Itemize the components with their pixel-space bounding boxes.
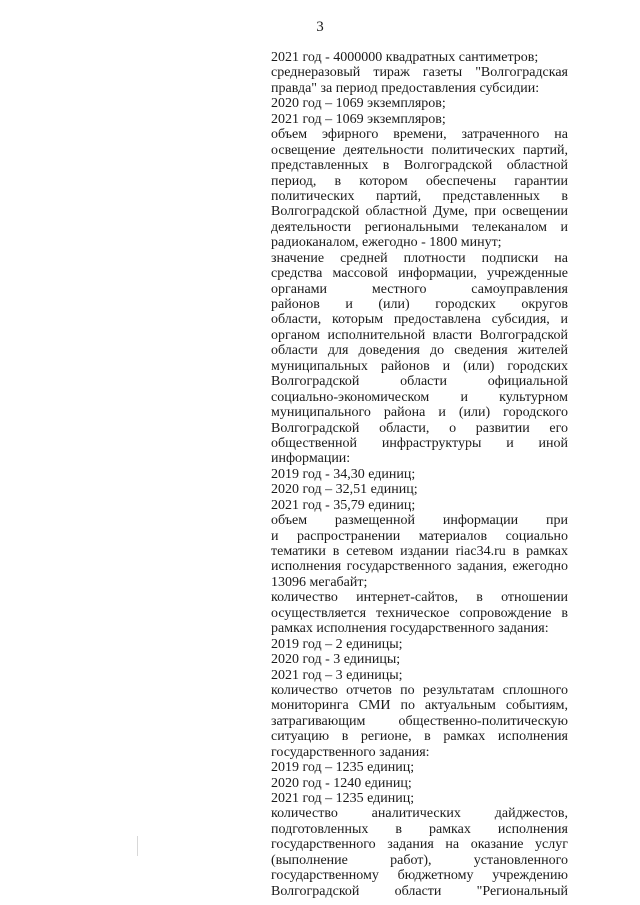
text-line: значение средней плотности подписки на bbox=[271, 250, 568, 266]
text-line: 13096 мегабайт; bbox=[271, 574, 368, 590]
text-line: государственного задания: bbox=[271, 744, 430, 760]
text-line: Волгоградской области официальной bbox=[271, 374, 568, 390]
text-line: количество аналитических дайджестов, bbox=[271, 806, 568, 822]
text-line: социально-экономическом и культурном bbox=[271, 389, 568, 405]
text-line: 2019 год - 34,30 единиц; bbox=[271, 466, 416, 482]
text-line: мониторинга СМИ по актуальным событиям, bbox=[271, 698, 568, 714]
text-line: рамках исполнения государственного задания: bbox=[271, 621, 549, 637]
document-text-column bbox=[271, 50, 568, 899]
text-line: 2021 год – 1069 экземпляров; bbox=[271, 111, 446, 127]
text-line: затрагивающим общественно-политическую bbox=[271, 713, 568, 729]
text-line: количество интернет-сайтов, в отношении bbox=[271, 590, 568, 606]
text-line: 2021 год – 1235 единиц; bbox=[271, 791, 415, 806]
text-line: муниципальных районов и (или) городских bbox=[271, 358, 568, 374]
text-line: области для доведения до сведения жителей bbox=[271, 343, 568, 359]
text-line: период, в котором обеспечены гарантии bbox=[271, 173, 568, 189]
text-line: правда" за период предоставления субсидии: bbox=[271, 80, 540, 96]
text-line: 2021 год – 3 единицы; bbox=[271, 667, 403, 683]
text-line: Волгоградской области, о развитии его bbox=[271, 420, 568, 436]
text-line: исполнения государственного задания, ежегодно bbox=[271, 559, 568, 575]
text-line: ситуацию в регионе, в рамках исполнения bbox=[271, 729, 568, 745]
text-line: 2021 год - 35,79 единиц; bbox=[271, 497, 416, 513]
text-line: муниципального района и (или) городского bbox=[271, 405, 568, 421]
text-line: (выполнение работ), установленного bbox=[271, 852, 568, 868]
text-line: органами местного самоуправления bbox=[271, 281, 568, 297]
text-line: 2021 год - 4000000 квадратных сантиметров; bbox=[271, 50, 539, 65]
text-line: 2020 год – 1069 экземпляров; bbox=[271, 96, 446, 112]
text-line: количество отчетов по результатам сплошного bbox=[271, 682, 568, 698]
text-line: Волгоградской областной Думе, при освещении bbox=[271, 204, 568, 220]
text-line: среднеразовый тираж газеты "Волгоградская bbox=[271, 65, 568, 81]
text-line: политических партий, представленных в bbox=[271, 188, 568, 204]
text-line: и распространении материалов социально bbox=[271, 528, 568, 544]
text-line: Волгоградской области "Региональный bbox=[271, 883, 568, 899]
text-line: 2020 год - 3 единицы; bbox=[271, 652, 401, 668]
text-line: 2020 год – 32,51 единиц; bbox=[271, 482, 418, 498]
text-line: объем эфирного времени, затраченного на bbox=[271, 127, 568, 143]
text-line: объем размещенной информации при bbox=[271, 513, 568, 529]
text-line: районов и (или) городских округов bbox=[271, 297, 568, 312]
text-line: органом исполнительной власти Волгоградской bbox=[271, 327, 568, 343]
text-line: тематики в сетевом издании riac34.ru в рамках bbox=[271, 544, 568, 559]
text-line: осуществляется техническое сопровождение в bbox=[271, 605, 568, 621]
text-line: подготовленных в рамках исполнения bbox=[271, 821, 568, 837]
text-line: радиоканалом, ежегодно - 1800 минут; bbox=[271, 235, 502, 251]
text-line: деятельности региональными телеканалом и bbox=[271, 219, 568, 235]
text-line: средства массовой информации, учрежденные bbox=[271, 266, 568, 282]
text-line: 2019 год – 1235 единиц; bbox=[271, 760, 415, 776]
text-line: 2020 год - 1240 единиц; bbox=[271, 775, 412, 791]
scan-margin-mark bbox=[137, 836, 138, 856]
text-line: области, которым предоставлена субсидия, и bbox=[271, 312, 568, 328]
page-number: 3 bbox=[316, 19, 324, 35]
text-line: государственного задания на оказание услуг bbox=[271, 837, 568, 853]
text-line: государственному бюджетному учреждению bbox=[271, 868, 568, 884]
text-line: представленных в Волгоградской областной bbox=[271, 158, 568, 174]
text-line: освещение деятельности политических партий, bbox=[271, 142, 568, 158]
text-line: информации: bbox=[271, 451, 351, 467]
text-line: общественной инфраструктуры и иной bbox=[271, 435, 568, 451]
text-line: 2019 год – 2 единицы; bbox=[271, 636, 403, 652]
